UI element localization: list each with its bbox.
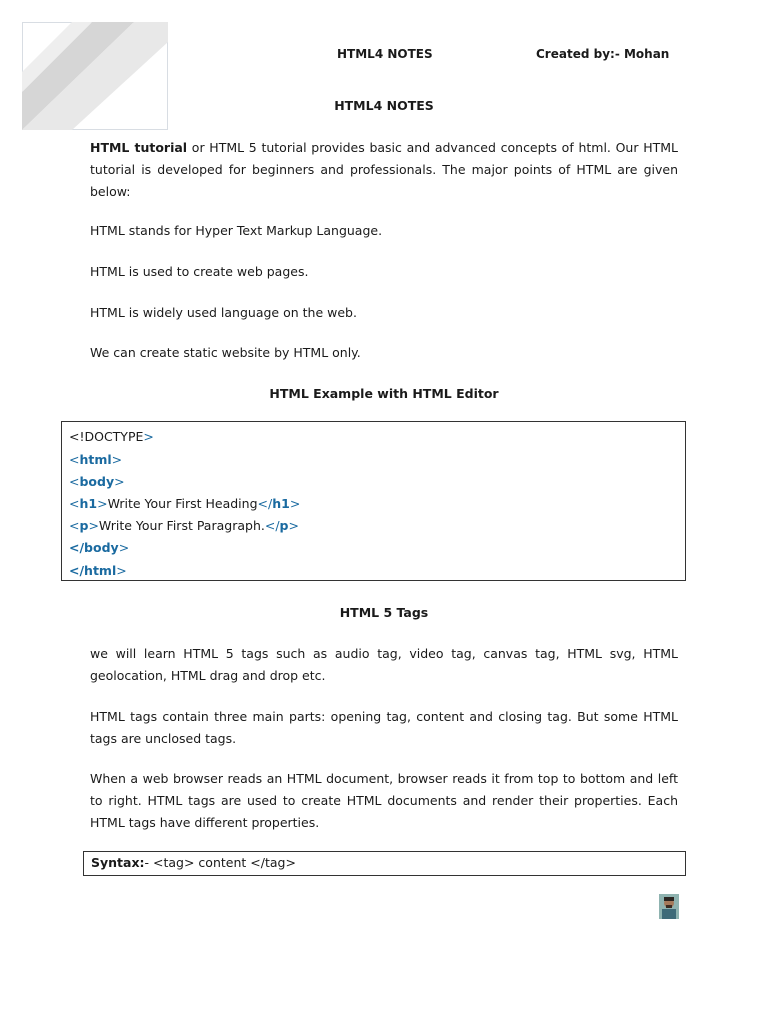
point-1: HTML stands for Hyper Text Markup Language. [90, 223, 383, 238]
code-content-text: Write Your First Paragraph. [98, 518, 265, 533]
code-bracket: </ [264, 518, 280, 533]
syntax-line [91, 855, 296, 870]
tags-paragraph-2: HTML tags contain three main parts: opening tag, content and closing tag. But some HTML tags are unclosed tags. [90, 709, 678, 746]
header-title: HTML4 NOTES [337, 47, 433, 61]
point-4: We can create static website by HTML only. [90, 345, 361, 360]
code-tag-name: body [79, 474, 115, 489]
code-bracket: > [114, 474, 125, 489]
syntax-box [83, 851, 686, 876]
code-line-html-close [69, 560, 127, 582]
code-bracket: > [97, 496, 108, 511]
code-tag-name: h1 [272, 496, 290, 511]
code-bracket: > [88, 518, 99, 533]
tags-paragraph-3: When a web browser reads an HTML document, browser reads it from top to bottom and left to right. HTML tags are used to create HTML documents and render their properties. Each HTML tags have different properties. [90, 771, 678, 830]
code-bracket: < [69, 496, 80, 511]
document-title: HTML4 NOTES [334, 98, 434, 113]
point-2: HTML is used to create web pages. [90, 264, 309, 279]
code-bracket: < [69, 452, 80, 467]
syntax-label: Syntax: [91, 855, 145, 870]
intro-text: or HTML 5 tutorial provides basic and advanced concepts of html. Our HTML tutorial is developed for beginners and professionals. The major points of HTML are given below: [90, 140, 678, 199]
code-bracket: > [288, 518, 299, 533]
code-example-box [61, 421, 686, 581]
code-bracket: </ [69, 540, 85, 555]
code-doctype-text: <!DOCTYPE [69, 429, 144, 444]
code-tag-name: html [79, 452, 112, 467]
code-line-body-close [69, 537, 129, 559]
tags-heading: HTML 5 Tags [339, 605, 429, 620]
code-bracket: </ [257, 496, 273, 511]
code-tag-name: p [79, 518, 89, 533]
code-tag-name: h1 [79, 496, 98, 511]
intro-paragraph [90, 137, 678, 203]
code-tag-name: html [84, 563, 117, 578]
header-author: Created by:- Mohan [536, 47, 670, 61]
code-bracket: < [69, 474, 80, 489]
author-avatar [659, 894, 679, 919]
code-bracket: </ [69, 563, 85, 578]
code-line-p [69, 515, 299, 537]
example-heading: HTML Example with HTML Editor [269, 386, 499, 401]
point-3: HTML is widely used language on the web. [90, 305, 357, 320]
code-content-text: Write Your First Heading [107, 496, 258, 511]
code-tag-name: p [279, 518, 289, 533]
code-bracket: > [289, 496, 301, 511]
code-bracket: < [69, 518, 80, 533]
code-line-body-open [69, 471, 125, 493]
code-bracket: > [116, 563, 127, 578]
code-line-html-open [69, 449, 122, 471]
tags-paragraph-1: we will learn HTML 5 tags such as audio tag, video tag, canvas tag, HTML svg, HTML geolocation, HTML drag and drop etc. [90, 646, 678, 683]
syntax-content: - <tag> content </tag> [144, 855, 296, 870]
corner-logo-graphic [22, 22, 168, 130]
code-line-doctype [69, 426, 154, 448]
code-line-h1 [69, 493, 300, 515]
intro-bold-lead: HTML tutorial [90, 140, 188, 155]
code-tag-name: body [84, 540, 119, 555]
code-bracket: > [111, 452, 123, 467]
code-bracket: > [118, 540, 130, 555]
code-doctype-close: > [143, 429, 154, 444]
